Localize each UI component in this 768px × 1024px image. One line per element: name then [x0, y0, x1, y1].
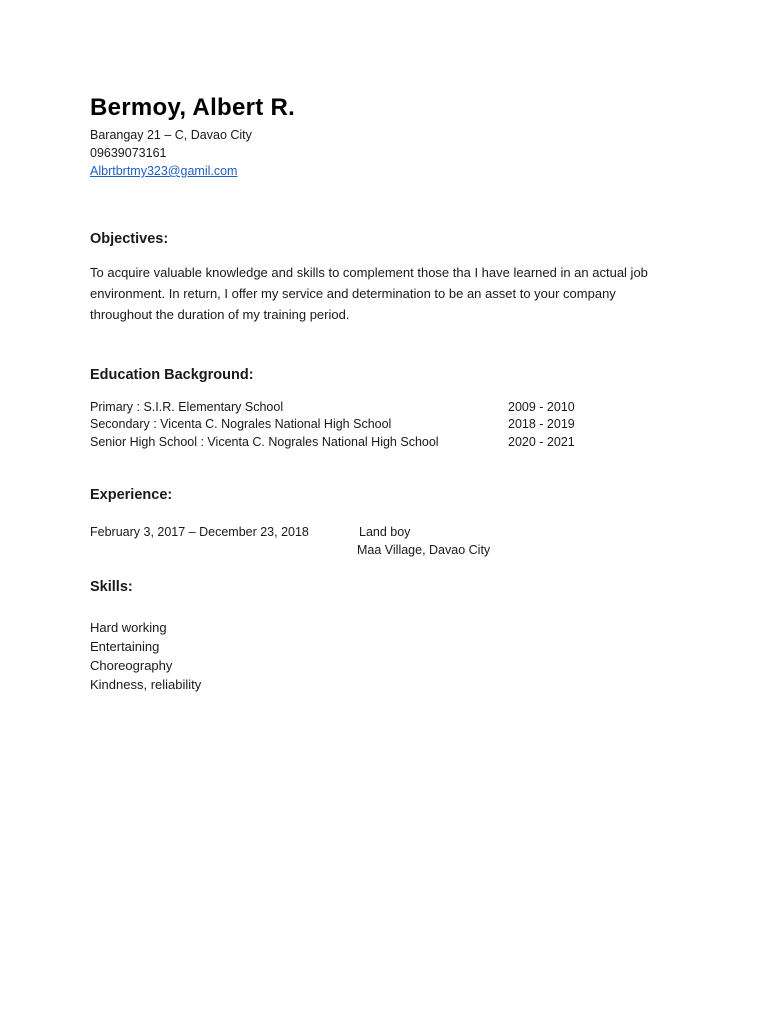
- education-school: Senior High School : Vicenta C. Nograles National High School: [90, 435, 439, 449]
- skill-item: Choreography: [90, 658, 173, 673]
- skill-item: Kindness, reliability: [90, 677, 202, 692]
- skills-heading: Skills:: [90, 579, 133, 595]
- experience-role: Land boy: [359, 525, 411, 539]
- education-school: Secondary : Vicenta C. Nograles National High School: [90, 417, 392, 431]
- skill-item: Entertaining: [90, 639, 160, 654]
- education-years: 2009 - 2010: [508, 400, 575, 414]
- skill-item: Hard working: [90, 620, 167, 635]
- address: Barangay 21 – C, Davao City: [90, 128, 252, 142]
- objectives-text: To acquire valuable knowledge and skills to complement those tha I have learned in an actual job environment. In return, I offer my service and determination to be an asset to your company throughout the duration of my training period.: [90, 265, 648, 322]
- education-years: 2020 - 2021: [508, 435, 575, 449]
- phone-number: 09639073161: [90, 146, 167, 160]
- applicant-name: Bermoy, Albert R.: [90, 94, 296, 121]
- education-heading: Education Background:: [90, 367, 254, 383]
- objectives-heading: Objectives:: [90, 231, 169, 247]
- education-years: 2018 - 2019: [508, 417, 575, 431]
- experience-location: Maa Village, Davao City: [357, 543, 491, 557]
- experience-heading: Experience:: [90, 487, 173, 503]
- experience-dates: February 3, 2017 – December 23, 2018: [90, 525, 309, 539]
- education-school: Primary : S.I.R. Elementary School: [90, 400, 284, 414]
- skills-list: [90, 618, 201, 694]
- email-link[interactable]: Albrtbrtmy323@gamil.com: [90, 164, 238, 178]
